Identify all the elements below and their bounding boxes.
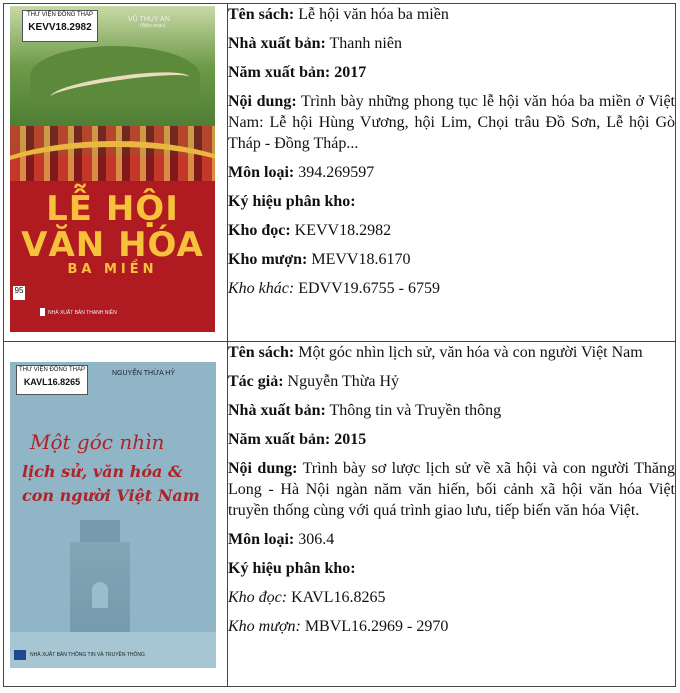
- library-name: THƯ VIỆN ĐỒNG THÁP: [18, 367, 86, 373]
- reading-room-entry: [228, 587, 675, 608]
- book-row: [4, 4, 676, 342]
- reading-room-value: KAVL16.8265: [291, 589, 386, 606]
- shelf-heading: [228, 191, 675, 212]
- field-label: Tên sách:: [228, 344, 295, 361]
- book-title-entry: [228, 4, 675, 25]
- cover-title: [10, 191, 215, 263]
- cover-cell: [4, 4, 228, 342]
- cover-author-note: (Biên soạn): [140, 23, 166, 29]
- field-label: Kho đọc:: [228, 222, 291, 239]
- field-label: Năm xuất bản:: [228, 64, 331, 81]
- cover-author: NGUYỄN THỪA HỶ: [112, 370, 176, 377]
- book-row: [4, 342, 676, 687]
- cover-publisher: NHÀ XUẤT BẢN THÔNG TIN VÀ TRUYỀN THÔNG: [30, 652, 145, 658]
- other-storage-value: EDVV19.6755 - 6759: [298, 280, 440, 297]
- field-label: Tên sách:: [228, 6, 295, 23]
- class-entry: [228, 162, 675, 183]
- content-entry: [228, 91, 675, 154]
- book-title: Lễ hội văn hóa ba miền: [298, 6, 449, 23]
- reading-room-value: KEVV18.2982: [294, 222, 392, 239]
- library-sticker: [16, 365, 88, 395]
- class-entry: [228, 529, 675, 550]
- cover-subtitle: BA MIỀN: [67, 262, 158, 277]
- publisher-logo-icon: [14, 650, 26, 660]
- library-sticker: [22, 10, 98, 42]
- cover-ground: [10, 632, 216, 668]
- year-entry: [228, 62, 675, 83]
- publisher-entry: [228, 33, 675, 54]
- year-value: 2015: [334, 431, 367, 448]
- content-entry: [228, 458, 675, 521]
- field-label: Nhà xuất bản:: [228, 402, 326, 419]
- field-label: Kho mượn:: [228, 251, 308, 268]
- shelf-heading: [228, 558, 675, 579]
- field-label: Nội dung:: [228, 460, 298, 477]
- publisher-entry: [228, 400, 675, 421]
- book-cover-image: [10, 6, 215, 332]
- cover-title-line: Một góc nhìn: [30, 430, 165, 454]
- class-value: 306.4: [298, 531, 335, 548]
- field-label: Nội dung:: [228, 93, 297, 110]
- cover-cell: [4, 342, 228, 687]
- field-label: Ký hiệu phân kho:: [228, 193, 356, 210]
- call-number: KEVV18.2982: [28, 22, 92, 33]
- lending-value: MEVV18.6170: [311, 251, 411, 268]
- cover-price-tag: 95: [13, 286, 25, 300]
- cover-publisher: NHÀ XUẤT BẢN THANH NIÊN: [48, 310, 117, 316]
- book-catalog-table: [3, 3, 676, 687]
- field-label: Kho đọc:: [228, 589, 288, 606]
- other-storage-entry: [228, 278, 675, 299]
- book-info-cell: [228, 4, 676, 342]
- content-value: Trình bày những phong tục lễ hội văn hóa ba miền ở Việt Nam: Lễ hội Hùng Vương, hội Lim, Chọi trâu Đồ Sơn, Lễ hội Gò Tháp - Đồng Tháp...: [228, 93, 676, 152]
- cover-author-name: VŨ THUY AN: [128, 16, 170, 23]
- year-entry: [228, 429, 675, 450]
- cover-title-line: con người Việt Nam: [22, 486, 200, 505]
- call-number: KAVL16.8265: [23, 377, 81, 387]
- tower-window: [92, 582, 108, 608]
- publisher-logo-icon: [40, 308, 45, 316]
- field-label: Kho mượn:: [228, 618, 301, 635]
- lending-entry: [228, 616, 675, 637]
- field-label: Ký hiệu phân kho:: [228, 560, 356, 577]
- book-cover-image: [10, 362, 216, 668]
- book-title: Một góc nhìn lịch sử, văn hóa và con người Việt Nam: [298, 344, 643, 361]
- field-label: Kho khác:: [228, 280, 295, 297]
- field-label: Nhà xuất bản:: [228, 35, 326, 52]
- publisher-value: Thanh niên: [329, 35, 402, 52]
- class-value: 394.269597: [298, 164, 375, 181]
- field-label: Môn loại:: [228, 531, 295, 548]
- reading-room-entry: [228, 220, 675, 241]
- field-label: Năm xuất bản:: [228, 431, 331, 448]
- field-label: Môn loại:: [228, 164, 295, 181]
- library-name: THƯ VIỆN ĐỒNG THÁP: [26, 12, 94, 18]
- lending-entry: [228, 249, 675, 270]
- book-title-entry: [228, 342, 675, 363]
- field-label: Tác giả:: [228, 373, 284, 390]
- content-value: Trình bày sơ lược lịch sử về xã hội và con người Thăng Long - Hà Nội ngàn năm văn hiến, bối cảnh xã hội văn hóa Việt truyền thống cùng với quá trình giao lưu, tiếp biến văn hóa Việt.: [228, 460, 676, 519]
- cover-title-line: VĂN HÓA: [21, 225, 204, 265]
- book-info-cell: [228, 342, 676, 687]
- year-value: 2017: [334, 64, 367, 81]
- author-value: Nguyễn Thừa Hỷ: [287, 373, 400, 390]
- lending-value: MBVL16.2969 - 2970: [304, 618, 449, 635]
- author-entry: [228, 371, 675, 392]
- cover-author: [128, 16, 170, 29]
- publisher-value: Thông tin và Truyền thông: [329, 402, 502, 419]
- cover-title-line: lịch sử, văn hóa &: [22, 462, 183, 481]
- cover-title-line: LỄ HỘI: [46, 189, 179, 229]
